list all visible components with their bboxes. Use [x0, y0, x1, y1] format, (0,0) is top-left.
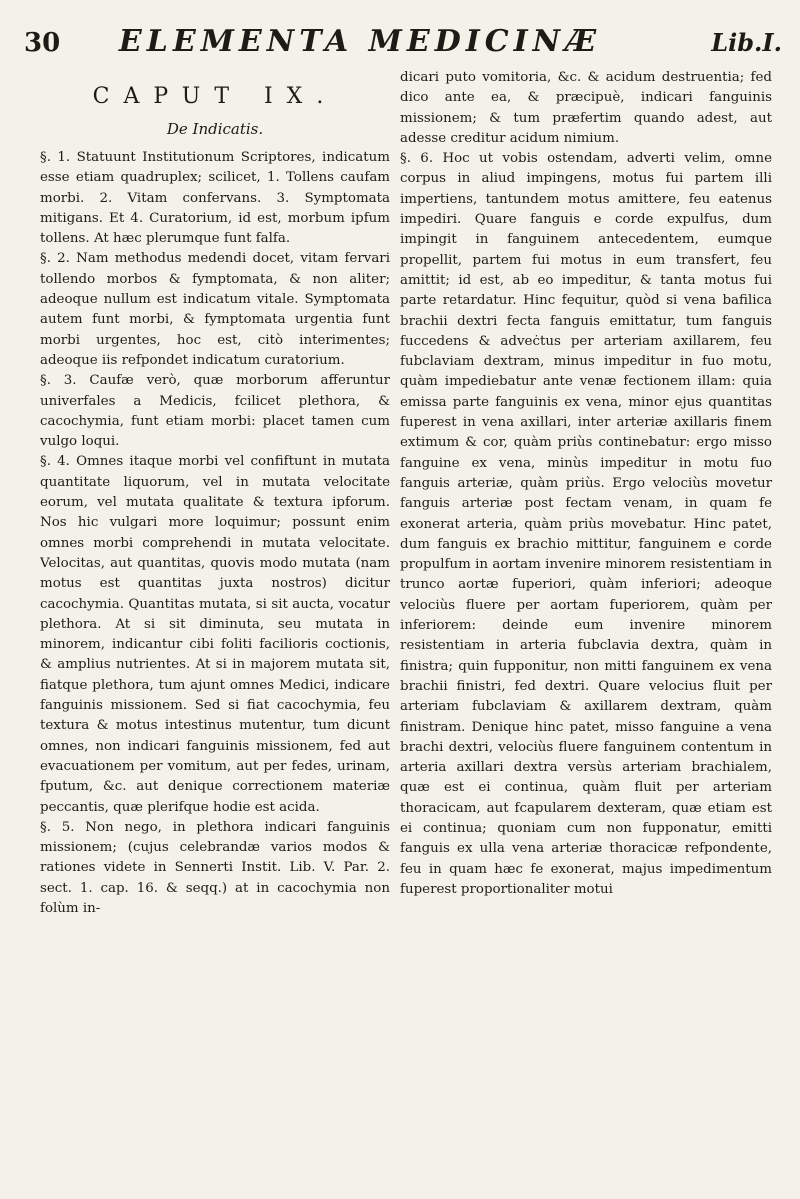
paragraph-6: §. 6. Hoc ut vobis ostendam, adverti velim, omne corpus in aliud impingens, motus fui partem illi impertiens, tantundem motus amittere, feu eatenus impediri. Quare fanguis e corde expulfus, dum impingit in fanguinem antecedentem, eumque propellit, partem fui motus in eum transfert, feu amittit; id est, ab eo impeditur, & tanta motus fui parte retardatur. Hinc fequitur, quòd si vena bafilica brachii dextri fecta fanguis emittatur, tum fanguis fuccedens & adveċtus per arteriam axillarem, feu fubclaviam dextram, minus impeditur in fuo motu, quàm impediebatur ante venæ fectionem illam: quia emissa parte fanguinis ex vena, minor ejus quantitas fuperest in vena axillari, inter arteriæ axillaris finem extimum & cor, quàm priùs continebatur: ergo misso fanguine ex vena, minùs impeditur in motu fuo fanguis arteriæ, quàm priùs. Ergo velociùs movetur fanguis arteriæ post fectam venam, in quam fe exonerat arteria, quàm priùs movebatur. Hinc patet, dum fanguis ex brachio mittitur, fanguinem e corde propulfum in aortam invenire minorem resistentiam in trunco aortæ fuperiori, quàm inferiori; adeoque velociùs fluere per aortam fuperiorem, quàm per inferiorem: deinde eum invenire minorem resistentiam in arteria fubclavia dextra, quàm in finistra; quin fupponitur, non mitti fanguinem ex vena brachii finistri, fed dextri. Quare velocius fluit per arteriam fubclaviam & axillarem dextram, quàm finistram. Denique hinc patet, misso fanguine a vena brachi dextri, velociùs fluere fanguinem contentum in arteria axillari dextra versùs arteriam brachialem, quæ est ei continua, quàm fluit per arteriam thoracicam, aut fcapularem dexteram, quæ etiam est ei continua; quoniam cum non fupponatur, emitti fanguis ex ulla vena arteriæ thoracicæ refpondente, feu in quam hæc fe exonerat, majus impedimentum fuperest proportionaliter motui	[400, 151, 772, 897]
chapter-subtitle: De Indicatis.	[166, 120, 264, 138]
running-title: ELEMENTA MEDICINÆ	[118, 24, 602, 59]
running-header	[24, 22, 782, 62]
paragraph-5-continued: dicari puto vomitoria, &c. & acidum destruentia; fed dico ante ea, & præcipuè, indicari fanguinis missionem; & tum præfertim quando adest, aut adesse creditur acidum nimium.	[400, 70, 772, 146]
right-column	[400, 68, 772, 900]
paragraph-5: §. 5. Non nego, in plethora indicari fanguinis missionem; (cujus celebrandæ varios modos & rationes videte in Sennerti Instit. Lib. V. Par. 2. sect. 1. cap. 16. & seqq.) at in cacochymia non folùm in-	[40, 819, 390, 916]
chapter-title: CAPUT IX.	[92, 84, 338, 109]
paragraph-2: §. 2. Nam methodus medendi docet, vitam fervari tollendo morbos & fymptomata, & non aliter; adeoque nullum est indicatum vitale. Symptomata autem funt morbi, & fymptomata urgentia funt morbi urgentes, hoc est, citò interimentes; adeoque iis refpondet indicatum curatorium.	[40, 251, 390, 368]
paragraph-1: §. 1. Statuunt Institutionum Scriptores, indicatum esse etiam quadruplex; scilicet, 1. Tollens caufam morbi. 2. Vitam confervans. 3. Symptomata mitigans. Et 4. Curatorium, id est, morbum ipfum tollens. At hæc plerumque funt falfa.	[40, 150, 390, 247]
paragraph-4: §. 4. Omnes itaque morbi vel confiftunt in mutata quantitate liquorum, vel in mutata velocitate eorum, vel mutata qualitate & textura ipforum. Nos hic vulgari more loquimur; possunt enim omnes morbi comprehendi in mutata velocitate. Velocitas, aut quantitas, quovis modo mutata (nam motus est quantitas juxta nostros) dicitur cacochymia. Quantitas mutata, si sit aucta, vocatur plethora. At si sit diminuta, seu mutata in minorem, indicantur cibi foliti facilioris coctionis, & amplius nutrientes. At si in majorem mutata sit, fiatque plethora, tum ajunt omnes Medici, indicare fanguinis missionem. Sed si fiat cacochymia, feu textura & motus intestinus mutentur, tum dicunt omnes, non indicari fanguinis missionem, fed aut evacuationem per vomitum, aut per fedes, urinam, fputum, &c. aut denique correctionem materiæ peccantis, quæ plerifque hodie est acida.	[40, 454, 390, 815]
left-column	[40, 68, 390, 919]
paragraph-3: §. 3. Caufæ verò, quæ morborum afferuntur univerfales a Medicis, fcilicet plethora, & cacochymia, funt etiam morbi: placet tamen cum vulgo loqui.	[40, 373, 390, 450]
book-number: Lib.I.	[711, 28, 782, 57]
page-number: 30	[24, 28, 61, 58]
